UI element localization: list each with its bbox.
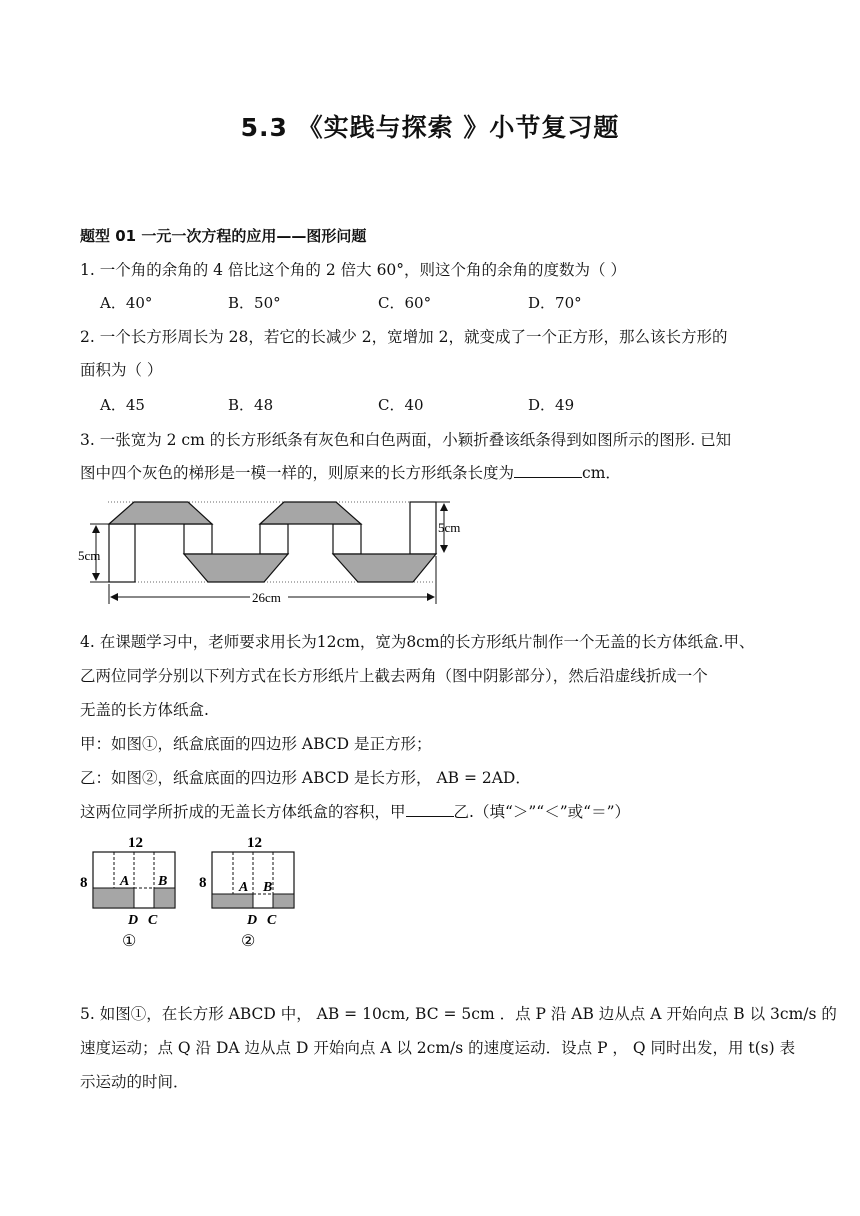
- q4-stem-line2: 乙两位同学分别以下列方式在长方形纸片上截去两角（图中阴影部分），然后沿虚线折成一个: [80, 667, 708, 685]
- q2-option-d: D．49: [528, 396, 575, 414]
- q1-option-a: A．40°: [100, 294, 153, 312]
- q4-text-post: 乙.（填“＞”“＜”或“＝”）: [453, 803, 630, 821]
- fig1-point-d: D: [128, 913, 139, 928]
- q4-stem-line5: 乙：如图②，纸盒底面的四边形 ABCD 是长方形， AB = 2AD．: [80, 769, 531, 787]
- q4-figure-1: [78, 832, 188, 952]
- q1-stem: 1. 一个角的余角的 4 倍比这个角的 2 倍大 60°，则这个角的余角的度数为（ ）: [80, 261, 626, 279]
- gray-trapezoid: [184, 554, 288, 582]
- strip-segment: [109, 524, 135, 582]
- q4-stem-line4: 甲：如图①，纸盒底面的四边形 ABCD 是正方形；: [80, 735, 432, 753]
- q2-stem-line1: 2. 一个长方形周长为 28，若它的长减少 2，宽增加 2，就变成了一个正方形，那么该长方形的: [80, 328, 728, 346]
- fig2-point-b: B: [263, 880, 273, 895]
- q5-stem-line3: 示运动的时间．: [80, 1073, 189, 1091]
- right-dimension-label: 5cm: [438, 520, 461, 535]
- strip-segment: [184, 524, 212, 554]
- fig2-top-label: 12: [247, 835, 262, 851]
- fig2-caption: ②: [241, 933, 256, 950]
- q3-text-post: cm．: [582, 464, 621, 482]
- q3-text-pre: 图中四个灰色的梯形是一模一样的，则原来的长方形纸条长度为: [80, 464, 515, 482]
- q3-stem-line2: [80, 461, 621, 483]
- q5-stem-line1: 5. 如图①，在长方形 ABCD 中， AB = 10cm, BC = 5cm ．点 P 沿 AB 边从点 A 开始向点 B 以 3cm/s 的: [80, 1005, 837, 1023]
- strip-segment: [333, 524, 361, 554]
- left-dimension-label: 5cm: [78, 548, 101, 563]
- fig1-point-b: B: [158, 874, 168, 889]
- page-title: 5.3 《实践与探索 》小节复习题: [240, 113, 620, 142]
- fig2-point-a: A: [239, 880, 249, 895]
- strip-segment: [260, 524, 288, 554]
- q4-stem-line6: [80, 800, 630, 822]
- q2-option-a: A．45: [100, 396, 145, 414]
- gray-trapezoid: [260, 502, 361, 524]
- fig1-top-label: 12: [128, 835, 143, 851]
- fig2-point-c: C: [267, 913, 277, 928]
- fig2-point-d: D: [247, 913, 258, 928]
- q3-folded-strip-figure: [78, 494, 461, 606]
- q2-stem-line2: 面积为（ ）: [80, 361, 163, 379]
- bottom-dimension-label: 26cm: [252, 590, 281, 605]
- q4-stem-line1: 4. 在课题学习中，老师要求用长为12cm，宽为8cm的长方形纸片制作一个无盖的长方体纸盒.甲、: [80, 633, 755, 651]
- q3-answer-blank: [514, 463, 582, 478]
- q1-option-b: B．50°: [228, 294, 281, 312]
- strip-segment: [410, 502, 436, 554]
- q2-option-c: C．40: [378, 396, 424, 414]
- q4-stem-line3: 无盖的长方体纸盒.: [80, 701, 209, 719]
- q4-text-pre: 这两位同学所折成的无盖长方体纸盒的容积，甲: [80, 803, 406, 821]
- q4-answer-blank: [406, 802, 454, 817]
- q5-stem-line2: 速度运动；点 Q 沿 DA 边从点 D 开始向点 A 以 2cm/s 的速度运动．设点 P ， Q 同时出发，用 t(s) 表: [80, 1039, 796, 1057]
- fig1-left-label: 8: [80, 875, 88, 891]
- fig1-point-a: A: [120, 874, 130, 889]
- q2-option-b: B．48: [228, 396, 274, 414]
- q3-stem-line1: 3. 一张宽为 2 cm 的长方形纸条有灰色和白色两面，小颖折叠该纸条得到如图所示的图形. 已知: [80, 431, 732, 449]
- gray-trapezoid: [333, 554, 436, 582]
- q1-option-d: D．70°: [528, 294, 582, 312]
- fig2-left-label: 8: [199, 875, 207, 891]
- gray-trapezoid: [109, 502, 212, 524]
- q1-option-c: C．60°: [378, 294, 432, 312]
- fig1-point-c: C: [148, 913, 158, 928]
- section-heading: 题型 01 一元一次方程的应用——图形问题: [80, 227, 367, 245]
- fig1-caption: ①: [122, 933, 137, 950]
- q4-figure-2: [197, 832, 307, 952]
